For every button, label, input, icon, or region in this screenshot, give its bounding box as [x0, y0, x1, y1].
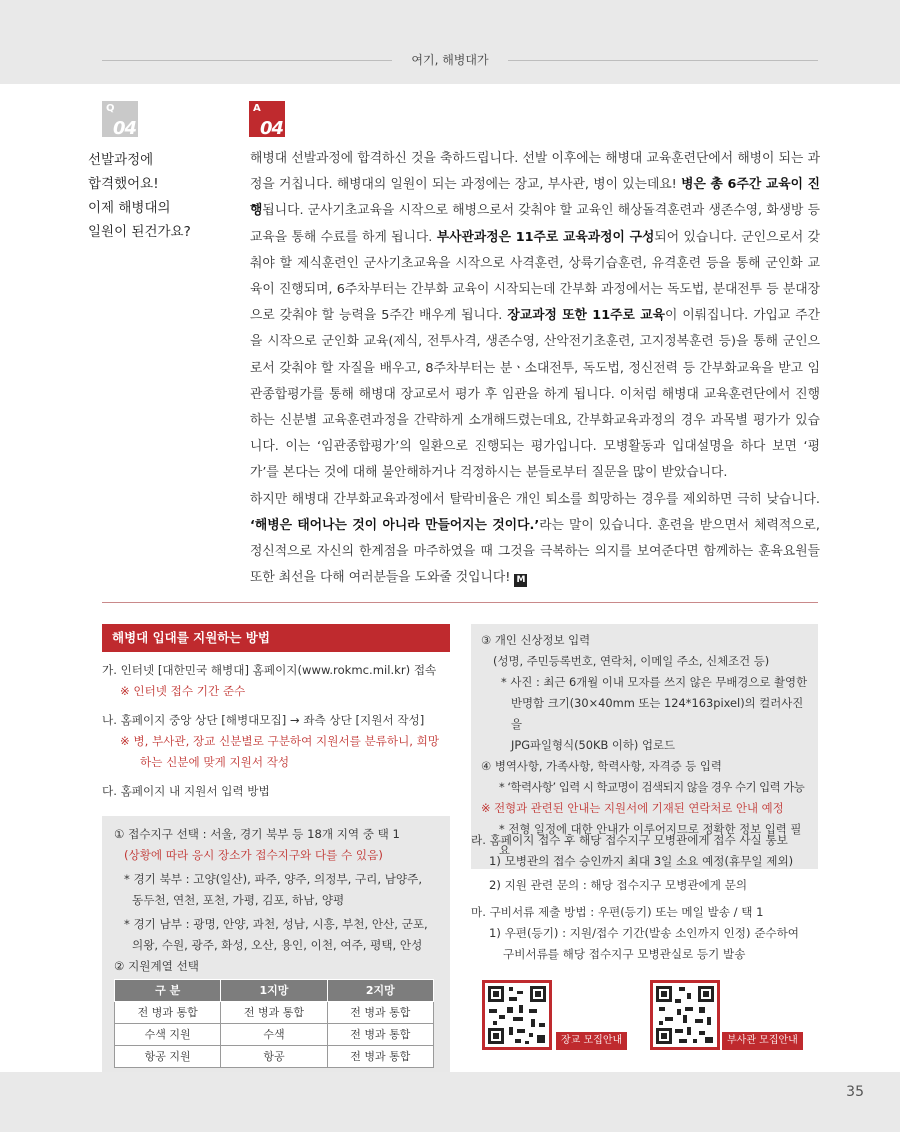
step-da: 다. 홈페이지 내 지원서 입력 방법 — [102, 784, 270, 798]
step-ma-2: 구비서류를 해당 접수지구 모병관실로 등기 발송 — [503, 947, 746, 961]
table-row — [115, 1002, 434, 1024]
north-list-cont: 동두천, 연천, 포천, 가평, 김포, 하남, 양평 — [132, 893, 345, 907]
nco-qr-label[interactable]: 부사관 모집안내 — [722, 1032, 803, 1050]
answer-text: 되어 있습니다. 군인으로서 갖춰야 할 제식훈련인 군사기초교육을 시작으로 사격훈련, 상륙기습훈련, 유격훈련 등을 통해 군인화 교육이 진행되며, 6주차부터는 간부화 교육이 시작되는데 간부화 과정에서는 독도법, 분대전투 등 분대장으로 갖춰야 할 능력을 5주간 배우게 됩니다. — [250, 229, 820, 324]
photo-note: * 사진 : 최근 6개월 이내 모자를 쓰지 않은 무배경으로 촬영한 — [501, 675, 808, 689]
form-step-2: ② 지원계열 선택 — [114, 959, 199, 973]
answer-emphasis: 병은 총 6주간 교육이 진행 — [250, 177, 820, 219]
south-list-cont: 의왕, 수원, 광주, 화성, 오산, 용인, 이천, 여주, 평택, 안성 — [132, 938, 423, 952]
step-ma-1: 1) 우편(등기) : 지원/접수 기간(발송 소인까지 인정) 준수하여 — [489, 926, 799, 940]
form-step-4-note: * ‘학력사항’ 입력 시 학교명이 검색되지 않을 경우 수기 입력 가능 — [499, 780, 805, 794]
howto-title: 해병대 입대를 지원하는 방법 — [102, 624, 450, 652]
bottom-band — [0, 1072, 900, 1132]
table-header: 1지망 — [221, 980, 327, 1002]
step-ra-1: 1) 모병관의 접수 승인까지 최대 3일 소요 예정(휴무일 제외) — [489, 854, 794, 868]
contact-warning-note: * 전형 일정에 대한 안내가 이루어지므로 정확한 정보 입력 필요 — [499, 822, 802, 857]
table-header-row — [115, 980, 434, 1002]
answer-paragraph — [250, 146, 820, 487]
answer-emphasis: 장교과정 또한 11주로 교육 — [507, 308, 665, 324]
officer-qr-code[interactable] — [482, 980, 552, 1050]
table-row — [115, 1024, 434, 1046]
table-cell: 전 병과 통합 — [327, 1002, 433, 1024]
question-badge — [102, 101, 138, 137]
step-na-note-cont: 하는 신분에 맞게 지원서 작성 — [140, 755, 290, 769]
photo-note-cont: 반명함 크기(30×40mm 또는 124*163pixel)의 컬러사진을 — [511, 696, 804, 731]
table-cell: 전 병과 통합 — [221, 1002, 327, 1024]
branch-table — [114, 979, 434, 1068]
qr-code-icon — [485, 983, 549, 1047]
answer-emphasis: ‘해병은 태어나는 것이 아니라 만들어지는 것이다.’ — [250, 517, 540, 533]
answer-badge — [249, 101, 285, 137]
header-rule-right — [508, 60, 818, 61]
nco-qr-code[interactable] — [650, 980, 720, 1050]
step-na: 나. 홈페이지 중앙 상단 [해병대모집] → 좌측 상단 [지원서 작성] — [102, 713, 425, 727]
table-cell: 항공 지원 — [115, 1046, 221, 1068]
howto-right-column — [471, 830, 818, 965]
answer-emphasis: 부사관과정은 11주로 교육과정이 구성 — [436, 229, 655, 245]
header-title: 여기, 해병대가 — [411, 53, 489, 67]
contact-warning: ※ 전형과 관련된 안내는 지원서에 기재된 연락처로 안내 예정 — [481, 801, 784, 815]
step-ra-2: 2) 지원 관련 문의 : 해당 접수지구 모병관에게 문의 — [489, 878, 748, 892]
form-step-1: ① 접수지구 선택 : 서울, 경기 북부 등 18개 지역 중 택 1 — [114, 827, 400, 841]
header-rule-left — [102, 60, 392, 61]
running-header — [0, 44, 900, 74]
step-na-note: ※ 병, 부사관, 장교 신분별로 구분하여 지원서를 분류하니, 희망 — [120, 734, 440, 748]
table-header: 구 분 — [115, 980, 221, 1002]
table-row — [115, 1046, 434, 1068]
end-mark-icon: M — [514, 574, 527, 587]
question-number: 04 — [112, 118, 136, 139]
form-steps-box — [102, 816, 450, 1076]
question-line: 합격했어요! — [88, 176, 159, 192]
section-divider — [102, 602, 818, 603]
south-list: * 경기 남부 : 광명, 안양, 과천, 성남, 시흥, 부천, 안산, 군포, — [124, 917, 428, 931]
form-step-3: ③ 개인 신상정보 입력 — [481, 633, 591, 647]
qr-code-icon — [653, 983, 717, 1047]
answer-text: 됩니다. 군사기초교육을 시작으로 해병으로서 갖춰야 할 교육인 해상돌격훈련과 생존수영, 화생방 등 교육을 통해 수료를 하게 됩니다. — [250, 203, 820, 245]
howto-left-column — [102, 624, 450, 1076]
table-cell: 전 병과 통합 — [327, 1024, 433, 1046]
step-ga: 가. 인터넷 [대한민국 해병대] 홈페이지(www.rokmc.mil.kr) 접속 — [102, 663, 437, 677]
form-step-4: ④ 병역사항, 가족사항, 학력사항, 자격증 등 입력 — [481, 759, 722, 773]
table-cell: 항공 — [221, 1046, 327, 1068]
question-letter: Q — [106, 103, 115, 114]
table-cell: 전 병과 통합 — [327, 1046, 433, 1068]
table-cell: 수색 — [221, 1024, 327, 1046]
answer-number: 04 — [259, 118, 283, 139]
form-step-3-detail: (성명, 주민등록번호, 연락처, 이메일 주소, 신체조건 등) — [493, 654, 770, 668]
question-line: 이제 해병대의 — [88, 200, 171, 216]
step-ma: 마. 구비서류 제출 방법 : 우편(등기) 또는 메일 발송 / 택 1 — [471, 905, 764, 919]
answer-text: 이 이뤄집니다. 가입교 주간을 시작으로 군인화 교육(제식, 전투사격, 생존수영, 산악전기초훈련, 고지정복훈련 등)을 통해 군인으로서 갖춰야 할 자질을 배우고, 8주차부터는 분ㆍ소대전투, 독도법, 정신전력 등 간부화교육을 받고 임관종합평가를 통해 해병대 장교로서 평가 후 임관을 하게 됩니다. 이처럼 해병대 교육훈련단에서 진행하는 신분별 교육훈련과정을 간략하게 소개해드렸는데요, 간부화교육과정의 경우 과목별 평가가 있습니다. 이는 ‘임관종합평가’의 일환으로 진행되는 평가입니다. 모병활동과 입대설명을 하다 보면 ‘평가’를 본다는 것에 대해 불안해하거나 걱정하시는 분들로부터 질문을 많이 받았습니다. — [250, 308, 820, 481]
table-cell: 수색 지원 — [115, 1024, 221, 1046]
answer-text: 라는 말이 있습니다. 훈련을 받으면서 체력적으로, 정신적으로 자신의 한계점을 마주하였을 때 그것을 극복하는 의지를 보여준다면 함께하는 훈육요원들 또한 최선을 다해 여러분들을 도와줄 것입니다! — [250, 517, 820, 586]
form-step-1-note: (상황에 따라 응시 장소가 접수지구와 다를 수 있음) — [124, 848, 383, 862]
question-text — [88, 148, 238, 244]
table-header: 2지망 — [327, 980, 433, 1002]
question-line: 일원이 된건가요? — [88, 224, 191, 240]
answer-text: 하지만 해병대 간부화교육과정에서 탈락비율은 개인 퇴소를 희망하는 경우를 제외하면 극히 낮습니다. — [250, 491, 820, 507]
page-number: 35 — [846, 1084, 864, 1100]
answer-paragraph — [250, 487, 820, 592]
answer-body — [250, 146, 820, 591]
photo-note-cont: JPG파일형식(50KB 이하) 업로드 — [511, 738, 675, 752]
table-cell: 전 병과 통합 — [115, 1002, 221, 1024]
question-line: 선발과정에 — [88, 152, 154, 168]
answer-letter: A — [253, 103, 261, 114]
officer-qr-label[interactable]: 장교 모집안내 — [556, 1032, 627, 1050]
answer-text: 해병대 선발과정에 합격하신 것을 축하드립니다. 선발 이후에는 해병대 교육훈련단에서 해병이 되는 과정을 거칩니다. 해병대의 일원이 되는 과정에는 장교, 부사관, 병이 있는데요! — [250, 151, 820, 193]
step-ra: 라. 홈페이지 접수 후 해당 접수지구 모병관에게 접수 사실 통보 — [471, 833, 788, 847]
north-list: * 경기 북부 : 고양(일산), 파주, 양주, 의정부, 구리, 남양주, — [124, 872, 423, 886]
step-ga-note: ※ 인터넷 접수 기간 준수 — [120, 684, 246, 698]
